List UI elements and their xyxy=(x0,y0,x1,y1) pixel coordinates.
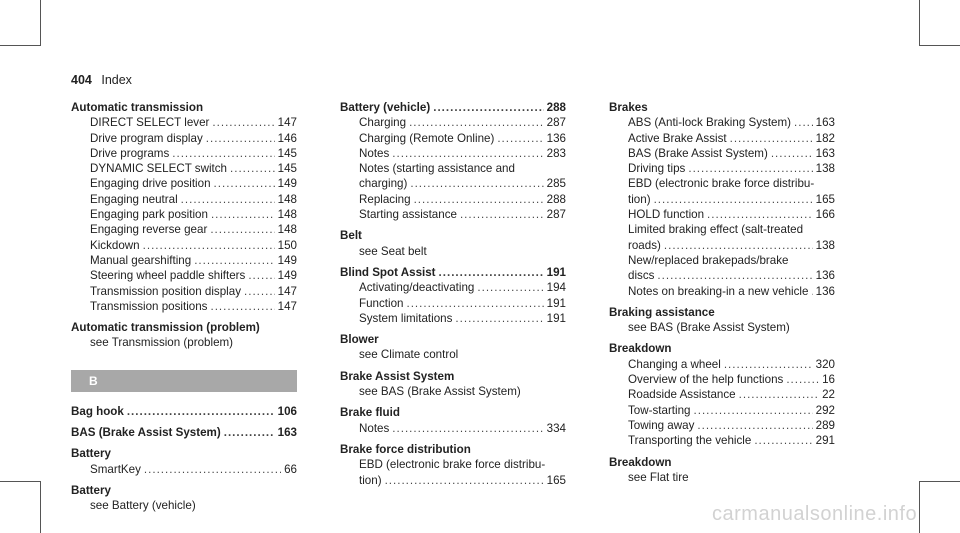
leader-dots xyxy=(210,222,274,237)
sub-entry-text: Engaging park position xyxy=(90,208,208,222)
sub-entry-page-number: 148 xyxy=(277,223,297,237)
leader-dots xyxy=(248,268,274,283)
sub-entry-text: DYNAMIC SELECT switch xyxy=(90,162,228,176)
leader-dots xyxy=(439,265,544,280)
sub-entry xyxy=(609,207,835,222)
crop-mark xyxy=(40,0,41,46)
index-entry xyxy=(340,405,566,436)
sub-entry-text: tion) xyxy=(628,192,651,206)
sub-entry xyxy=(340,131,566,146)
sub-entry xyxy=(71,115,297,130)
index-entry xyxy=(340,228,566,259)
sub-entry-text: see Flat tire xyxy=(628,470,689,484)
sub-entry xyxy=(609,470,835,485)
leader-dots xyxy=(127,404,275,419)
index-entry xyxy=(71,404,297,419)
sub-entry xyxy=(71,222,297,237)
sub-entry xyxy=(71,462,297,477)
sub-entry-text: Charging (Remote Online) xyxy=(359,131,495,145)
sub-entry-page-number: 149 xyxy=(277,177,297,191)
sub-entry-text: Roadside Assistance xyxy=(628,388,736,402)
sub-entry-page-number: 288 xyxy=(546,192,566,206)
sub-entry-text: Engaging neutral xyxy=(90,192,178,206)
sub-entry xyxy=(71,207,297,222)
sub-entry-text: Limited braking effect (salt-treated xyxy=(628,223,804,237)
sub-entry-text: Engaging drive position xyxy=(90,177,211,191)
sub-entry-page-number: 136 xyxy=(546,131,566,145)
entry-heading-text: Blind Spot Assist xyxy=(340,265,436,279)
sub-entry-text: see Transmission (problem) xyxy=(90,336,234,350)
entry-heading-text: Brakes xyxy=(609,101,648,114)
leader-dots xyxy=(654,192,813,207)
entry-page-number: 191 xyxy=(546,265,566,279)
leader-dots xyxy=(224,425,275,440)
sub-entry-page-number: 148 xyxy=(277,208,297,222)
sub-entry xyxy=(609,357,835,372)
sub-entry-text: Starting assistance xyxy=(359,208,457,222)
sub-entry-text: Drive programs xyxy=(90,146,170,160)
entry-heading xyxy=(340,100,566,115)
sub-entry xyxy=(340,311,566,326)
sub-entry-page-number: 285 xyxy=(546,177,566,191)
leader-dots xyxy=(730,131,813,146)
sub-entry-text: tion) xyxy=(359,473,382,487)
leader-dots xyxy=(694,403,813,418)
sub-entry-text: Kickdown xyxy=(90,238,140,252)
sub-entry-text: Drive program display xyxy=(90,131,203,145)
sub-entry xyxy=(609,418,835,433)
sub-entry-text: roads) xyxy=(628,238,661,252)
crop-mark xyxy=(0,45,41,46)
leader-dots xyxy=(688,161,812,176)
sub-entry-text: Replacing xyxy=(359,192,411,206)
leader-dots xyxy=(230,161,275,176)
entry-page-number: 106 xyxy=(277,404,297,418)
entry-heading xyxy=(71,425,297,440)
entry-heading xyxy=(340,442,566,457)
crop-mark xyxy=(919,0,920,46)
leader-dots xyxy=(244,284,275,299)
sub-entry-text: see BAS (Brake Assist System) xyxy=(359,385,521,399)
sub-entry-text: see Battery (vehicle) xyxy=(90,499,196,513)
crop-mark xyxy=(0,481,41,482)
sub-entry xyxy=(71,268,297,283)
sub-entry-text: Driving tips xyxy=(628,162,686,176)
index-entry xyxy=(340,100,566,222)
sub-entry-text: Function xyxy=(359,296,404,310)
leader-dots xyxy=(214,176,275,191)
page-number: 404 xyxy=(71,73,92,87)
sub-entry-text: Overview of the help functions xyxy=(628,373,784,387)
leader-dots xyxy=(211,207,275,222)
sub-entry xyxy=(609,253,835,268)
sub-entry-text: New/replaced brakepads/brake xyxy=(628,253,789,267)
entry-heading xyxy=(609,305,835,320)
sub-entry xyxy=(609,433,835,448)
sub-entry xyxy=(71,498,297,513)
entry-heading xyxy=(609,341,835,356)
sub-entry xyxy=(609,222,835,237)
crop-mark xyxy=(919,481,960,482)
leader-dots xyxy=(212,115,274,130)
crop-mark xyxy=(919,45,960,46)
sub-entry-text: charging) xyxy=(359,177,408,191)
entry-heading-text: Belt xyxy=(340,229,362,243)
leader-dots xyxy=(414,192,544,207)
sub-entry-text: Transporting the vehicle xyxy=(628,434,752,448)
sub-entry-text: discs xyxy=(628,269,655,283)
leader-dots xyxy=(786,372,819,387)
leader-dots xyxy=(771,146,813,161)
entry-heading xyxy=(609,100,835,115)
sub-entry-page-number: 149 xyxy=(277,269,297,283)
sub-entry xyxy=(609,238,835,253)
sub-entry-page-number: 136 xyxy=(815,284,835,298)
sub-entry xyxy=(609,161,835,176)
sub-entry xyxy=(340,207,566,222)
sub-entry xyxy=(609,176,835,191)
sub-entry-text: System limitations xyxy=(359,311,453,325)
leader-dots xyxy=(657,268,812,283)
leader-dots xyxy=(697,418,812,433)
index-entry xyxy=(71,320,297,351)
leader-dots xyxy=(754,433,812,448)
sub-entry xyxy=(340,384,566,399)
sub-entry xyxy=(340,192,566,207)
leader-dots xyxy=(794,115,813,130)
sub-entry-page-number: 283 xyxy=(546,146,566,160)
sub-entry xyxy=(340,161,566,176)
sub-entry xyxy=(609,192,835,207)
sub-entry-text: Activating/deactivating xyxy=(359,281,475,295)
sub-entry xyxy=(340,115,566,130)
page-header xyxy=(71,73,132,87)
sub-entry-text: Tow-starting xyxy=(628,403,691,417)
sub-entry xyxy=(609,284,835,299)
entry-heading-text: Automatic transmission (problem) xyxy=(71,321,260,335)
sub-entry-page-number: 148 xyxy=(277,192,297,206)
page-title: Index xyxy=(101,73,132,87)
leader-dots xyxy=(143,238,275,253)
crop-mark xyxy=(919,481,920,533)
sub-entry-text: Notes (starting assistance and xyxy=(359,162,515,176)
sub-entry-text: BAS (Brake Assist System) xyxy=(628,146,768,160)
leader-dots xyxy=(811,284,812,299)
entry-heading-text: Brake fluid xyxy=(340,406,400,420)
sub-entry-text: Notes xyxy=(359,146,390,160)
sub-entry-text: Notes xyxy=(359,421,390,435)
sub-entry xyxy=(340,347,566,362)
leader-dots xyxy=(739,387,819,402)
leader-dots xyxy=(172,146,274,161)
sub-entry-page-number: 292 xyxy=(815,403,835,417)
entry-heading-text: Battery (vehicle) xyxy=(340,101,431,114)
leader-dots xyxy=(406,296,543,311)
sub-entry xyxy=(71,299,297,314)
leader-dots xyxy=(460,207,544,222)
entry-heading xyxy=(340,228,566,243)
sub-entry-page-number: 291 xyxy=(815,434,835,448)
leader-dots xyxy=(385,473,544,488)
sub-entry-text: Transmission positions xyxy=(90,299,208,313)
entry-page-number: 163 xyxy=(277,426,297,440)
sub-entry-text: Charging xyxy=(359,116,407,130)
leader-dots xyxy=(455,311,543,326)
sub-entry-text: HOLD function xyxy=(628,208,705,222)
sub-entry-text: Towing away xyxy=(628,418,695,432)
sub-entry xyxy=(340,176,566,191)
entry-heading xyxy=(340,265,566,280)
sub-entry xyxy=(609,115,835,130)
leader-dots xyxy=(497,131,543,146)
sub-entry-page-number: 194 xyxy=(546,281,566,295)
sub-entry xyxy=(609,387,835,402)
entry-heading xyxy=(71,483,297,498)
sub-entry-text: Notes on breaking-in a new vehicle xyxy=(628,284,809,298)
sub-entry xyxy=(340,421,566,436)
sub-entry xyxy=(340,457,566,472)
entry-heading-text: Breakdown xyxy=(609,455,672,469)
leader-dots xyxy=(206,131,275,146)
leader-dots xyxy=(707,207,813,222)
sub-entry-page-number: 165 xyxy=(815,192,835,206)
sub-entry-page-number: 191 xyxy=(546,296,566,310)
sub-entry-text: Engaging reverse gear xyxy=(90,223,208,237)
leader-dots xyxy=(477,280,543,295)
sub-entry xyxy=(71,335,297,350)
index-entry xyxy=(71,425,297,440)
sub-entry-page-number: 334 xyxy=(546,421,566,435)
sub-entry-text: Steering wheel paddle shifters xyxy=(90,269,246,283)
sub-entry-page-number: 163 xyxy=(815,116,835,130)
sub-entry-page-number: 145 xyxy=(277,146,297,160)
leader-dots xyxy=(724,357,813,372)
sub-entry-text: ABS (Anti-lock Braking System) xyxy=(628,116,792,130)
sub-entry xyxy=(609,131,835,146)
entry-heading xyxy=(609,455,835,470)
leader-dots xyxy=(410,176,543,191)
index-entry xyxy=(340,332,566,363)
sub-entry xyxy=(71,192,297,207)
sub-entry-page-number: 287 xyxy=(546,208,566,222)
sub-entry-page-number: 149 xyxy=(277,253,297,267)
sub-entry xyxy=(71,253,297,268)
sub-entry xyxy=(609,268,835,283)
index-entry xyxy=(609,341,835,448)
leader-dots xyxy=(210,299,274,314)
index-entry xyxy=(609,305,835,336)
entry-heading-text: BAS (Brake Assist System) xyxy=(71,426,221,440)
entry-heading xyxy=(71,320,297,335)
sub-entry-page-number: 138 xyxy=(815,162,835,176)
sub-entry-text: EBD (electronic brake force distribu- xyxy=(628,177,815,191)
entry-heading-text: Braking assistance xyxy=(609,305,715,319)
entry-heading xyxy=(71,446,297,461)
index-entry xyxy=(340,442,566,488)
sub-entry-page-number: 145 xyxy=(277,162,297,176)
sub-entry xyxy=(609,403,835,418)
sub-entry xyxy=(71,238,297,253)
leader-dots xyxy=(433,100,543,115)
entry-heading-text: Breakdown xyxy=(609,342,672,356)
leader-dots xyxy=(392,146,543,161)
sub-entry-text: EBD (electronic brake force distribu- xyxy=(359,458,546,472)
sub-entry-page-number: 146 xyxy=(277,131,297,145)
leader-dots xyxy=(392,421,543,436)
sub-entry-page-number: 147 xyxy=(277,284,297,298)
sub-entry xyxy=(340,146,566,161)
sub-entry xyxy=(71,284,297,299)
sub-entry-page-number: 191 xyxy=(546,311,566,325)
section-letter-bar: B xyxy=(71,370,297,392)
index-column-1 xyxy=(71,100,297,520)
sub-entry xyxy=(609,146,835,161)
sub-entry-page-number: 22 xyxy=(822,388,835,402)
index-entry xyxy=(609,455,835,486)
entry-heading-text: Bag hook xyxy=(71,404,124,418)
entry-heading-text: Automatic transmission xyxy=(71,101,204,114)
sub-entry xyxy=(340,473,566,488)
sub-entry-page-number: 150 xyxy=(277,238,297,252)
leader-dots xyxy=(409,115,544,130)
entry-page-number: 288 xyxy=(546,101,566,114)
sub-entry-page-number: 165 xyxy=(546,473,566,487)
sub-entry-page-number: 289 xyxy=(815,418,835,432)
index-entry xyxy=(609,100,835,299)
entry-heading xyxy=(71,100,297,115)
sub-entry xyxy=(71,146,297,161)
leader-dots xyxy=(194,253,274,268)
sub-entry-text: see Seat belt xyxy=(359,244,427,258)
sub-entry xyxy=(71,176,297,191)
entry-heading xyxy=(71,404,297,419)
entry-heading xyxy=(340,405,566,420)
sub-entry xyxy=(71,131,297,146)
entry-heading xyxy=(340,369,566,384)
watermark: carmanualsonline.info xyxy=(712,503,918,525)
sub-entry-text: SmartKey xyxy=(90,462,141,476)
index-entry xyxy=(340,265,566,326)
sub-entry-text: Changing a wheel xyxy=(628,357,721,371)
sub-entry-text: DIRECT SELECT lever xyxy=(90,116,210,130)
entry-heading-text: Blower xyxy=(340,333,379,347)
sub-entry-page-number: 147 xyxy=(277,116,297,130)
entry-heading-text: Brake force distribution xyxy=(340,442,471,456)
sub-entry xyxy=(340,244,566,259)
sub-entry xyxy=(340,280,566,295)
index-column-3 xyxy=(609,100,835,491)
index-entry xyxy=(71,100,297,314)
entry-heading-text: Brake Assist System xyxy=(340,369,455,383)
sub-entry-text: see BAS (Brake Assist System) xyxy=(628,321,790,335)
sub-entry-page-number: 66 xyxy=(284,462,297,476)
leader-dots xyxy=(144,462,281,477)
index-entry xyxy=(340,369,566,400)
sub-entry-text: see Climate control xyxy=(359,348,459,362)
sub-entry-page-number: 287 xyxy=(546,116,566,130)
sub-entry-page-number: 16 xyxy=(822,373,835,387)
index-entry xyxy=(71,483,297,514)
crop-mark xyxy=(40,481,41,533)
sub-entry xyxy=(609,320,835,335)
sub-entry-text: Transmission position display xyxy=(90,284,241,298)
sub-entry-page-number: 138 xyxy=(815,238,835,252)
entry-heading-text: Battery xyxy=(71,447,111,461)
sub-entry-page-number: 163 xyxy=(815,146,835,160)
sub-entry xyxy=(340,296,566,311)
entry-heading xyxy=(340,332,566,347)
sub-entry-page-number: 136 xyxy=(815,269,835,283)
index-entry xyxy=(71,446,297,477)
sub-entry-text: Active Brake Assist xyxy=(628,131,727,145)
sub-entry xyxy=(71,161,297,176)
sub-entry-text: Manual gearshifting xyxy=(90,253,192,267)
entry-heading-text: Battery xyxy=(71,483,111,497)
sub-entry-page-number: 147 xyxy=(277,299,297,313)
leader-dots xyxy=(664,238,813,253)
index-column-2 xyxy=(340,100,566,494)
sub-entry-page-number: 166 xyxy=(815,208,835,222)
sub-entry xyxy=(609,372,835,387)
leader-dots xyxy=(181,192,275,207)
sub-entry-page-number: 182 xyxy=(815,131,835,145)
sub-entry-page-number: 320 xyxy=(815,357,835,371)
